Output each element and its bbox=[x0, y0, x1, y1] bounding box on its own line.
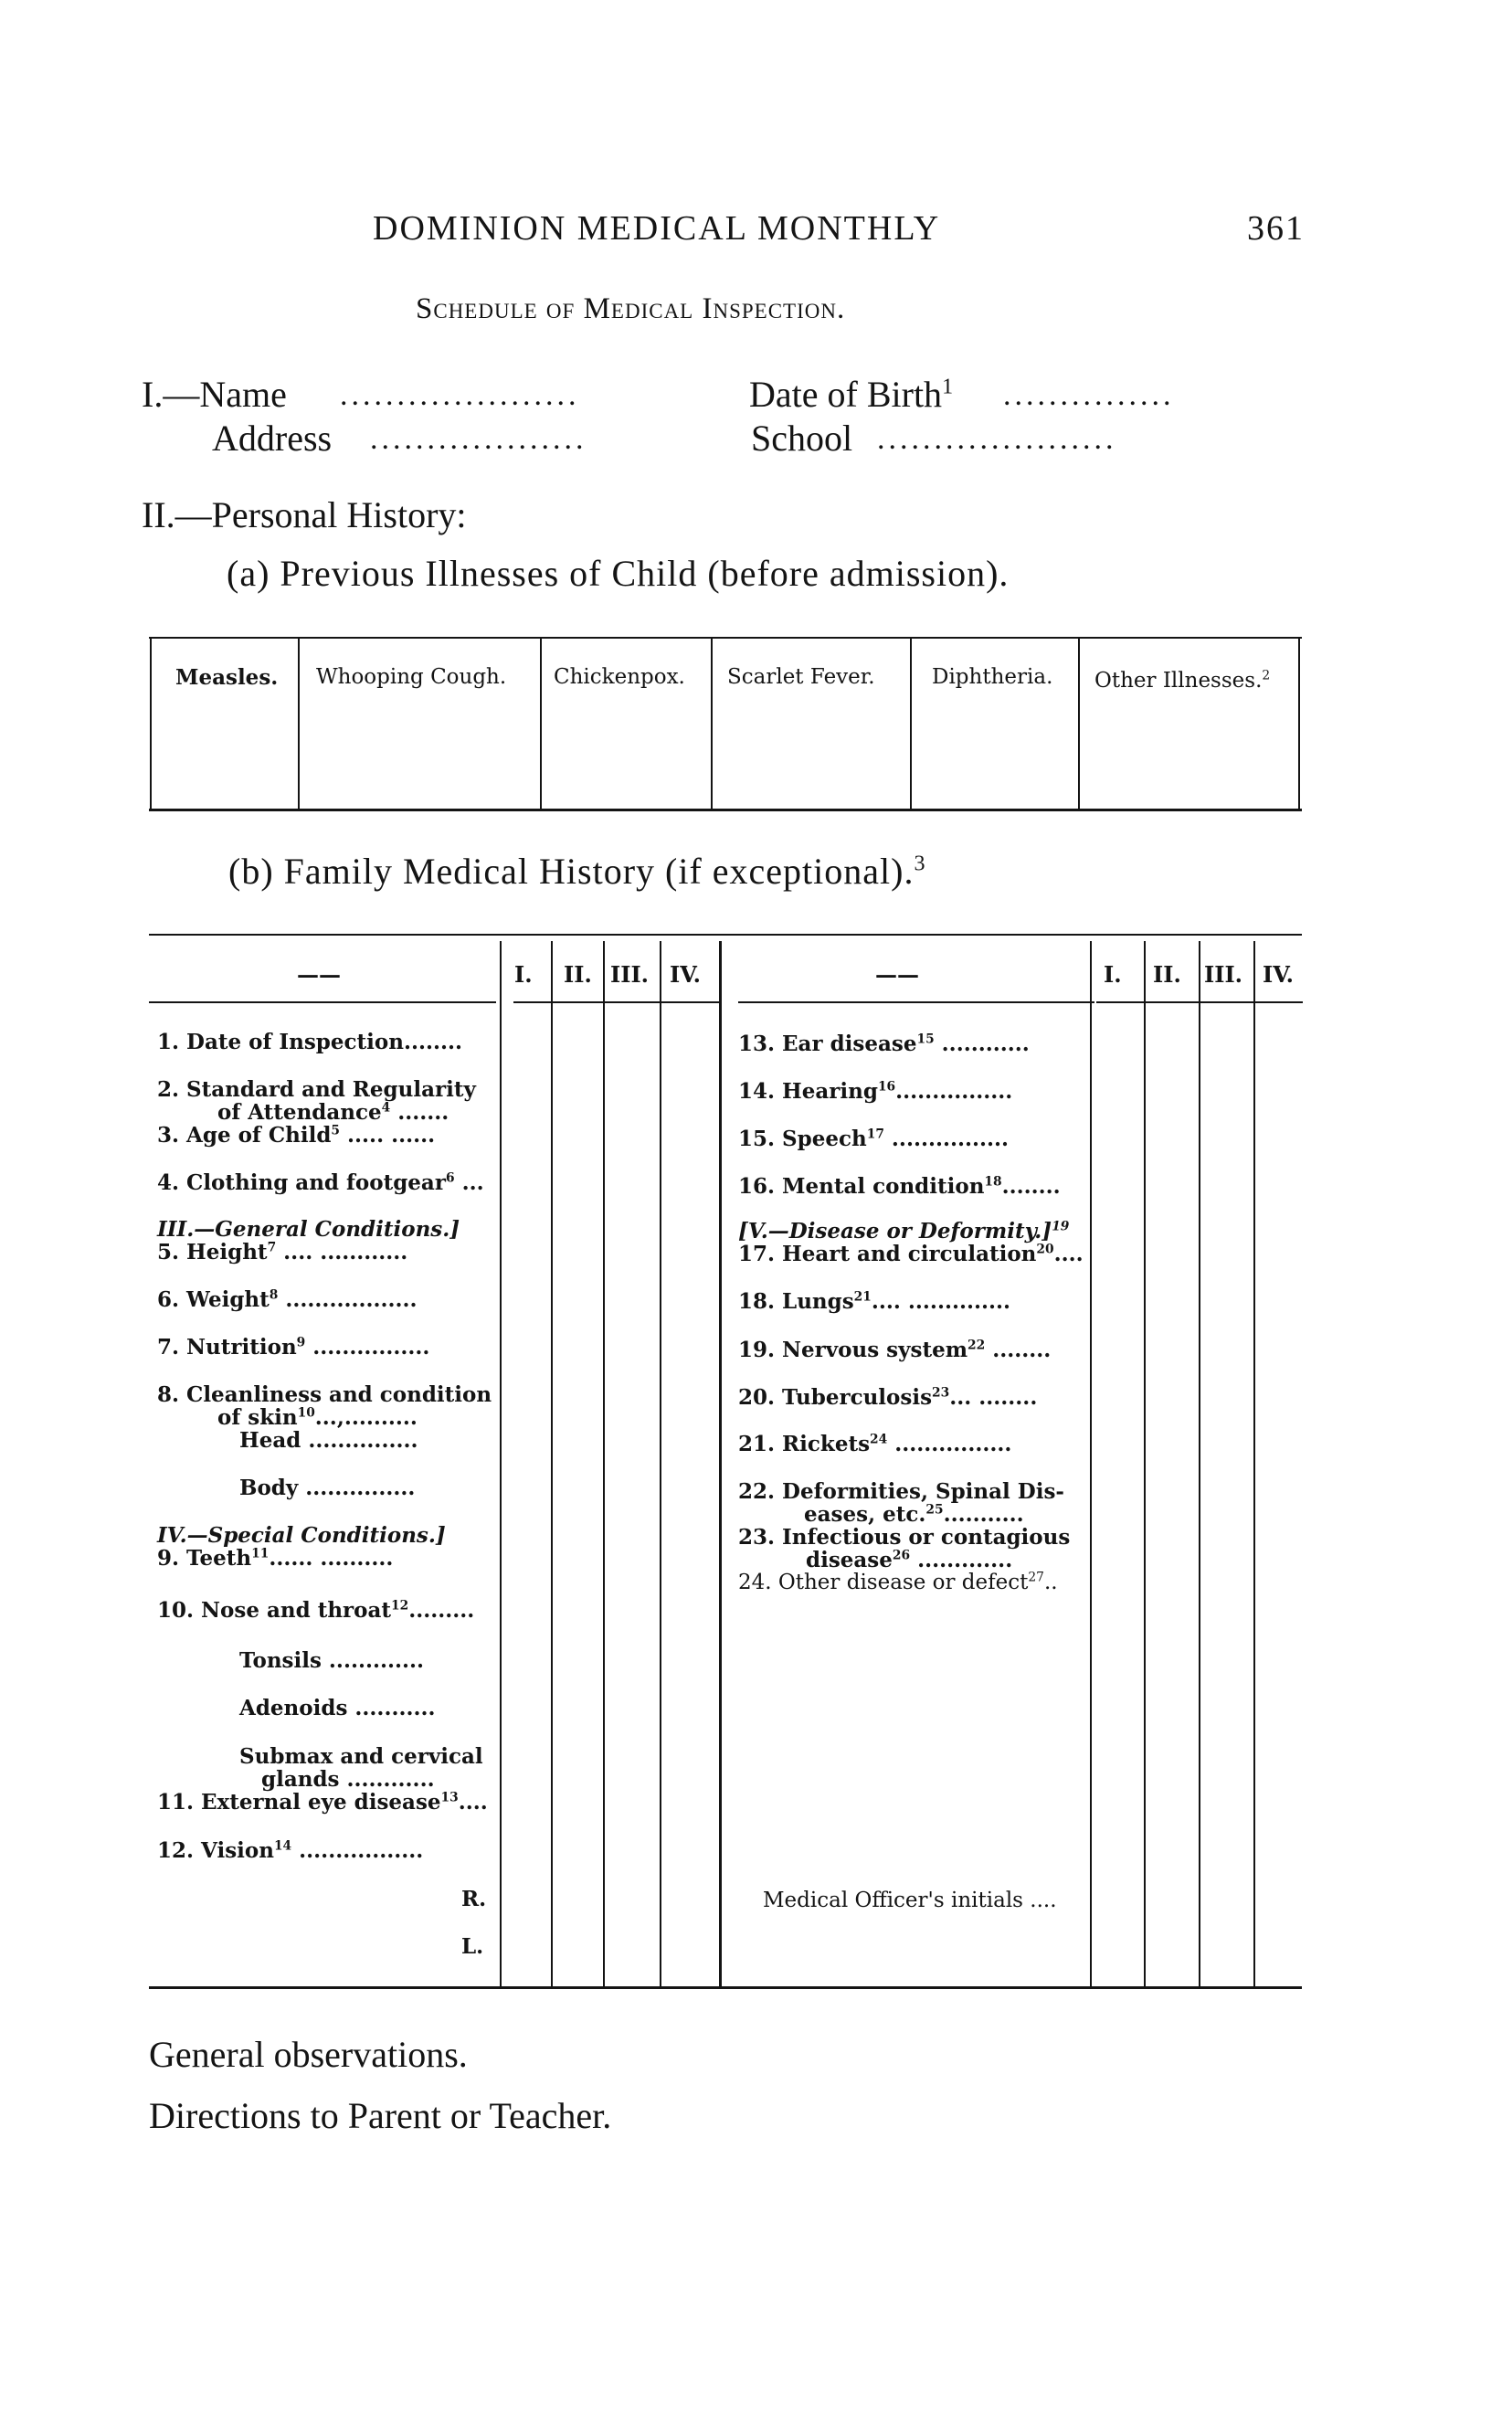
left-item: 7. Nutrition$^9$ ................ bbox=[157, 1335, 430, 1360]
illness-header-diphtheria: Diphtheria. bbox=[932, 665, 1053, 689]
left-item: 4. Clothing and footgear$^6$ ... bbox=[157, 1170, 484, 1195]
illness-col-divider bbox=[1078, 639, 1080, 809]
previous-illnesses-heading: (a) Previous Illnesses of Child (before admission). bbox=[227, 553, 1010, 594]
left-item: of skin$^{10}$...,.......... bbox=[217, 1405, 418, 1430]
col-header-4-right: IV. bbox=[1263, 961, 1295, 988]
col-header-2: II. bbox=[564, 961, 592, 988]
column-divider bbox=[500, 941, 502, 1986]
left-item: glands ............ bbox=[261, 1767, 435, 1792]
running-title: DOMINION MEDICAL MONTHLY bbox=[373, 209, 941, 248]
col-header-3: III. bbox=[610, 961, 650, 988]
schedule-title: Schedule of Medical Inspection. bbox=[416, 292, 846, 325]
column-divider bbox=[1090, 941, 1092, 1986]
vision-right-eye: R. bbox=[461, 1887, 487, 1911]
address-label: Address bbox=[212, 418, 333, 459]
right-item: 17. Heart and circulation$^{20}$.... bbox=[738, 1242, 1084, 1266]
illness-col-divider bbox=[298, 639, 300, 809]
col-header-1-right: I. bbox=[1104, 961, 1122, 988]
right-item: 16. Mental condition$^{18}$........ bbox=[738, 1174, 1061, 1199]
left-item: Head ............... bbox=[239, 1428, 418, 1453]
right-item: 19. Nervous system$^{22}$ ........ bbox=[738, 1338, 1052, 1362]
right-item: 18. Lungs$^{21}$.... .............. bbox=[738, 1289, 1011, 1314]
illness-header-measles: Measles. bbox=[175, 665, 279, 690]
illness-header-whooping-cough: Whooping Cough. bbox=[316, 665, 507, 689]
col-header-2-right: II. bbox=[1153, 961, 1181, 988]
col-header-1: I. bbox=[514, 961, 533, 988]
page-number: 361 bbox=[1247, 209, 1305, 248]
left-item: 5. Height$^7$ .... ............ bbox=[157, 1240, 408, 1265]
right-item: 23. Infectious or contagious bbox=[738, 1525, 1071, 1550]
col-header-4: IV. bbox=[670, 961, 702, 988]
left-item: 10. Nose and throat$^{12}$......... bbox=[157, 1598, 475, 1623]
illness-col-divider bbox=[910, 639, 912, 809]
right-item: 13. Ear disease$^{15}$ ............ bbox=[738, 1032, 1030, 1056]
right-item: 14. Hearing$^{16}$................ bbox=[738, 1079, 1013, 1104]
left-item: 3. Age of Child$^5$ ..... ...... bbox=[157, 1123, 436, 1148]
left-dash-header: —— bbox=[297, 961, 341, 988]
illness-col-divider bbox=[540, 639, 542, 809]
dob-label: Date of Birth$^1$ bbox=[749, 374, 954, 415]
left-item: 9. Teeth$^{11}$...... .......... bbox=[157, 1546, 394, 1571]
school-leader: ..................... bbox=[877, 422, 1117, 456]
inspection-header-rule-mid bbox=[513, 1001, 720, 1003]
left-item: 1. Date of Inspection........ bbox=[157, 1030, 463, 1054]
column-divider bbox=[1144, 941, 1146, 1986]
name-label: I.—Name bbox=[142, 374, 287, 415]
illness-header-other: Other Illnesses.$^2$ bbox=[1094, 668, 1271, 693]
column-divider-center bbox=[719, 941, 722, 1986]
right-item: 15. Speech$^{17}$ ................ bbox=[738, 1127, 1010, 1151]
right-dash-header: —— bbox=[875, 961, 919, 988]
section-heading-general: III.—General Conditions.] bbox=[157, 1217, 460, 1242]
right-item: 20. Tuberculosis$^{23}$... ........ bbox=[738, 1385, 1038, 1410]
address-leader: ................... bbox=[370, 422, 587, 456]
column-divider bbox=[551, 941, 553, 1986]
personal-history-label: II.—Personal History: bbox=[142, 494, 467, 535]
section-heading-disease: [V.—Disease or Deformity.]$^{19}$ bbox=[738, 1219, 1070, 1243]
right-item: eases, etc.$^{25}$........... bbox=[804, 1502, 1024, 1527]
left-item: 6. Weight$^8$ .................. bbox=[157, 1287, 418, 1312]
left-item: 2. Standard and Regularity bbox=[157, 1077, 476, 1102]
illness-header-chickenpox: Chickenpox. bbox=[554, 665, 685, 689]
general-observations: General observations. bbox=[149, 2034, 468, 2075]
inspection-header-rule-right bbox=[738, 1001, 1094, 1003]
left-item: Tonsils ............. bbox=[239, 1648, 425, 1673]
left-item: Submax and cervical bbox=[239, 1744, 483, 1769]
left-item: Body ............... bbox=[239, 1476, 416, 1500]
illness-table-top-rule bbox=[149, 637, 1302, 639]
column-divider bbox=[1199, 941, 1200, 1986]
column-divider bbox=[1253, 941, 1255, 1986]
school-label: School bbox=[751, 418, 853, 459]
left-item: Adenoids ........... bbox=[239, 1696, 436, 1720]
inspection-table-bottom-rule bbox=[149, 1986, 1302, 1989]
inspection-header-rule-left bbox=[149, 1001, 496, 1003]
right-item: disease$^{26}$ ............. bbox=[806, 1548, 1013, 1572]
family-history-heading: (b) Family Medical History (if exceptional).$^3$ bbox=[228, 851, 926, 892]
section-heading-special: IV.—Special Conditions.] bbox=[157, 1523, 446, 1548]
illness-col-divider bbox=[150, 639, 152, 809]
left-item: 12. Vision$^{14}$ ................. bbox=[157, 1838, 424, 1863]
dob-leader: ............... bbox=[1003, 378, 1175, 412]
directions-to-parent: Directions to Parent or Teacher. bbox=[149, 2095, 612, 2136]
illness-col-divider bbox=[1298, 639, 1300, 809]
illness-col-divider bbox=[711, 639, 713, 809]
name-leader: ..................... bbox=[340, 378, 580, 412]
col-header-3-right: III. bbox=[1204, 961, 1243, 988]
medical-officer-initials: Medical Officer's initials .... bbox=[763, 1889, 1057, 1912]
illness-header-scarlet-fever: Scarlet Fever. bbox=[727, 665, 875, 689]
vision-left-eye: L. bbox=[461, 1934, 484, 1959]
right-item: 22. Deformities, Spinal Dis- bbox=[738, 1479, 1064, 1504]
column-divider bbox=[603, 941, 605, 1986]
right-item: 21. Rickets$^{24}$ ................ bbox=[738, 1432, 1012, 1456]
illness-table-bottom-rule bbox=[149, 809, 1302, 811]
left-item: 11. External eye disease$^{13}$.... bbox=[157, 1790, 488, 1815]
left-item: of Attendance$^4$ ....... bbox=[217, 1100, 449, 1125]
left-item: 8. Cleanliness and condition bbox=[157, 1382, 492, 1407]
right-item: 24. Other disease or defect$^{27}$.. bbox=[738, 1570, 1058, 1594]
inspection-table-top-rule bbox=[149, 934, 1302, 936]
column-divider bbox=[660, 941, 661, 1986]
